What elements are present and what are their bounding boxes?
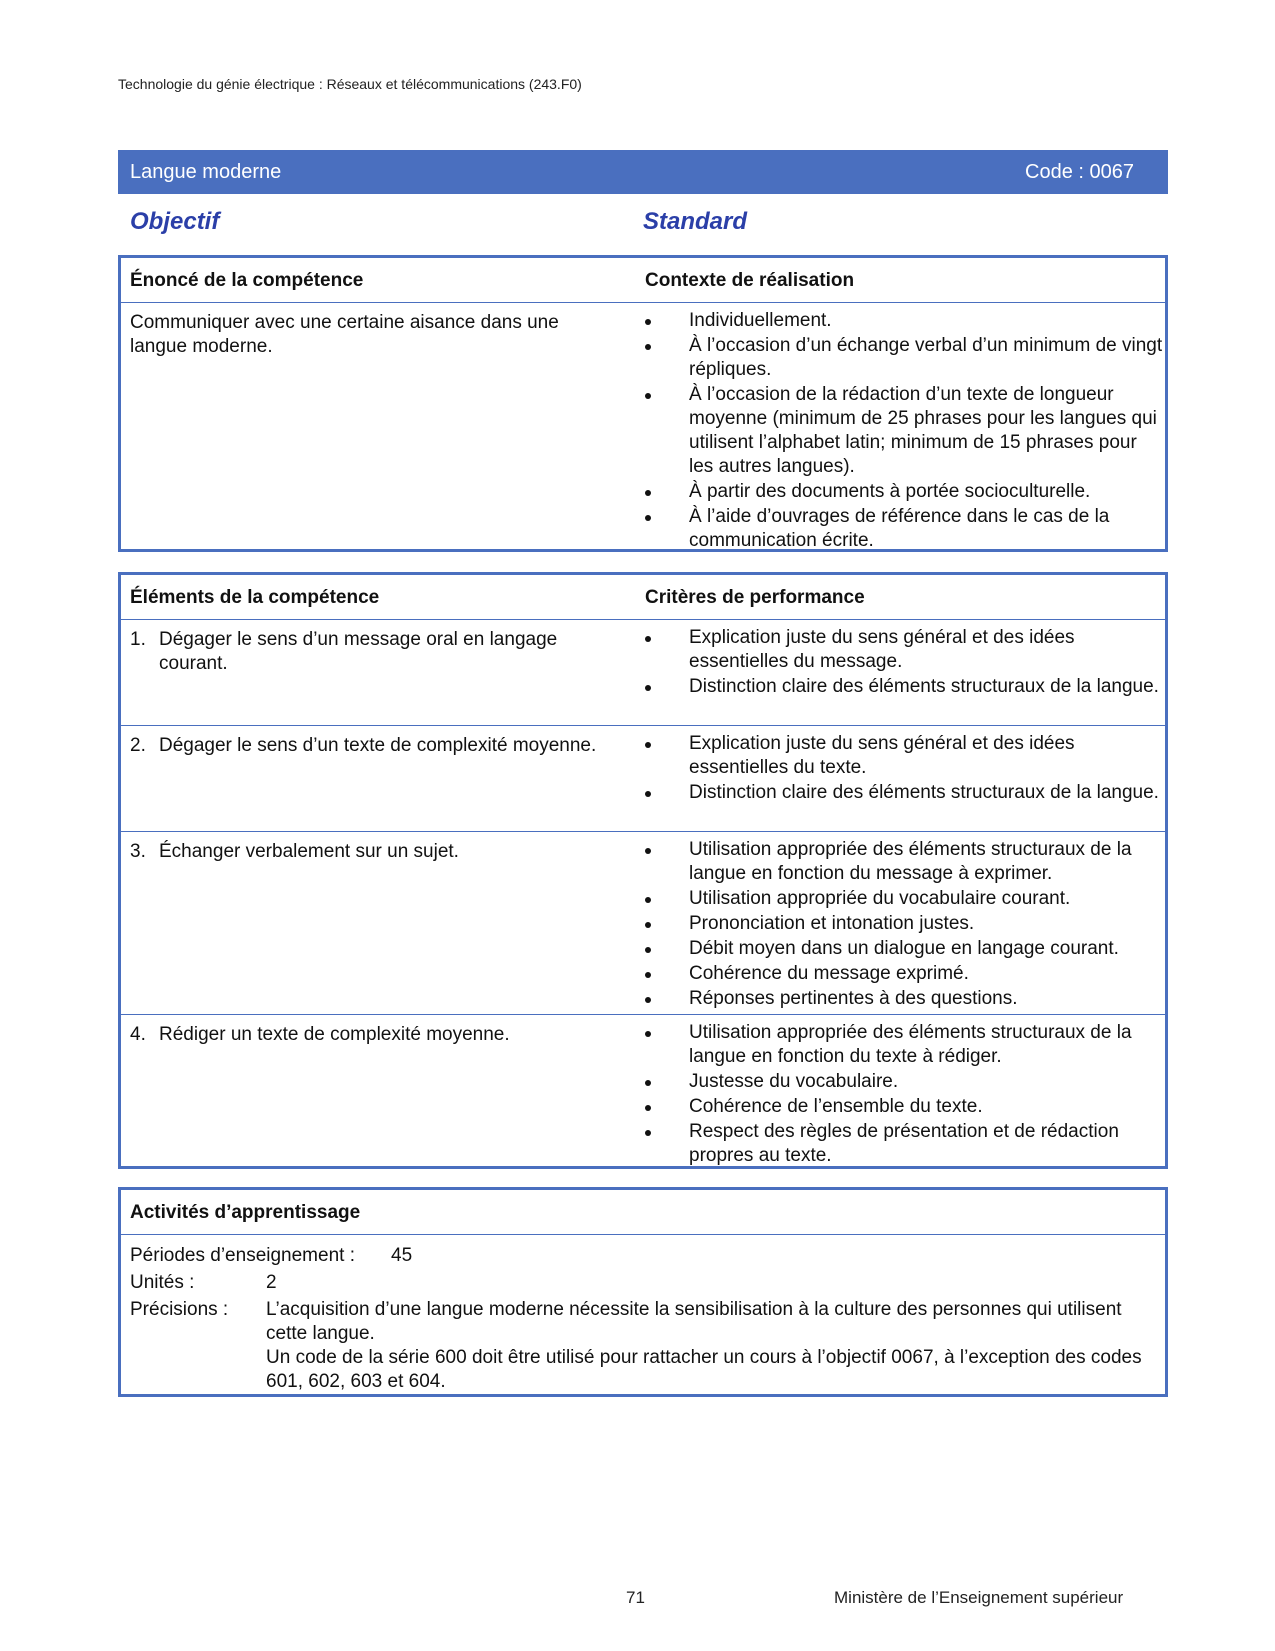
competence-statement: Communiquer avec une certaine aisance dans une langue moderne. xyxy=(130,312,559,357)
activities-header-row xyxy=(121,1190,1165,1235)
table-row xyxy=(121,726,1165,832)
bullet-icon xyxy=(645,515,651,521)
list-item: Utilisation appropriée du vocabulaire courant. xyxy=(645,887,1165,911)
bullet-icon xyxy=(645,319,651,325)
element-text: Dégager le sens d’un texte de complexité moyenne. xyxy=(159,735,597,756)
competency-title: Langue moderne xyxy=(130,160,282,183)
competence-row xyxy=(121,303,1165,551)
list-item: À l’occasion d’un échange verbal d’un minimum de vingt répliques. xyxy=(645,334,1165,382)
bullet-icon xyxy=(645,848,651,854)
context-header: Contexte de réalisation xyxy=(645,270,855,291)
list-item: Respect des règles de présentation et de rédaction propres au texte. xyxy=(645,1120,1165,1168)
element-number: 2. xyxy=(130,735,146,756)
element-text: Rédiger un texte de complexité moyenne. xyxy=(159,1024,510,1045)
program-title: Technologie du génie électrique : Réseaux et télécommunications (243.F0) xyxy=(118,76,582,92)
list-item: Individuellement. xyxy=(645,309,1165,333)
bullet-icon xyxy=(645,922,651,928)
criteria-header: Critères de performance xyxy=(645,587,865,608)
list-item: Explication juste du sens général et des idées essentielles du texte. xyxy=(645,732,1165,780)
list-item: Distinction claire des éléments structuraux de la langue. xyxy=(645,781,1165,805)
element-number: 4. xyxy=(130,1024,146,1045)
bullet-icon xyxy=(645,972,651,978)
element-number: 3. xyxy=(130,841,146,862)
list-item: Explication juste du sens général et des idées essentielles du message. xyxy=(645,626,1165,674)
list-item: À partir des documents à portée socioculturelle. xyxy=(645,480,1165,504)
bullet-icon xyxy=(645,1130,651,1136)
criteria-list xyxy=(645,732,1165,805)
context-list xyxy=(645,309,1165,553)
bullet-icon xyxy=(645,1080,651,1086)
competency-code: Code : 0067 xyxy=(1025,160,1134,183)
table-row xyxy=(121,620,1165,726)
list-item: Cohérence de l’ensemble du texte. xyxy=(645,1095,1165,1119)
list-item: Cohérence du message exprimé. xyxy=(645,962,1165,986)
elements-header-row xyxy=(121,575,1165,620)
list-item: Débit moyen dans un dialogue en langage courant. xyxy=(645,937,1165,961)
list-item: Utilisation appropriée des éléments structuraux de la langue en fonction du texte à rédiger. xyxy=(645,1021,1165,1069)
element-text: Échanger verbalement sur un sujet. xyxy=(159,841,459,862)
bullet-icon xyxy=(645,393,651,399)
bullet-icon xyxy=(645,897,651,903)
criteria-list xyxy=(645,838,1165,1011)
page-number: 71 xyxy=(626,1588,645,1607)
activities-box xyxy=(118,1187,1168,1397)
statement-header: Énoncé de la compétence xyxy=(130,270,364,291)
bullet-icon xyxy=(645,1031,651,1037)
competence-header-row xyxy=(121,258,1165,303)
competence-box xyxy=(118,255,1168,552)
bullet-icon xyxy=(645,791,651,797)
ministry-name: Ministère de l’Enseignement supérieur xyxy=(834,1588,1124,1607)
precision-2: Un code de la série 600 doit être utilisé pour rattacher un cours à l’objectif 0067, à l’exception des codes 601, 602, 603 et 604. xyxy=(266,1347,1142,1392)
competency-band xyxy=(118,150,1168,194)
criteria-list xyxy=(645,626,1165,699)
list-item: À l’occasion de la rédaction d’un texte de longueur moyenne (minimum de 25 phrases pour les langues qui utilisent l’alphabet latin; minimum de 15 phrases pour les autres langues). xyxy=(645,383,1165,479)
precisions-label: Précisions : xyxy=(130,1299,229,1320)
bullet-icon xyxy=(645,685,651,691)
list-item: Distinction claire des éléments structuraux de la langue. xyxy=(645,675,1165,699)
list-item: Réponses pertinentes à des questions. xyxy=(645,987,1165,1011)
bullet-icon xyxy=(645,742,651,748)
bullet-icon xyxy=(645,490,651,496)
objective-heading: Objectif xyxy=(130,208,220,235)
standard-heading: Standard xyxy=(643,208,748,235)
bullet-icon xyxy=(645,997,651,1003)
list-item: Prononciation et intonation justes. xyxy=(645,912,1165,936)
element-text: Dégager le sens d’un message oral en langage courant. xyxy=(159,629,558,674)
table-row xyxy=(121,1015,1165,1167)
bullet-icon xyxy=(645,636,651,642)
list-item: Justesse du vocabulaire. xyxy=(645,1070,1165,1094)
elements-header: Éléments de la compétence xyxy=(130,587,380,608)
list-item: À l’aide d’ouvrages de référence dans le cas de la communication écrite. xyxy=(645,505,1165,553)
periods-value: 45 xyxy=(391,1245,413,1266)
bullet-icon xyxy=(645,344,651,350)
units-value: 2 xyxy=(266,1272,277,1293)
criteria-list xyxy=(645,1021,1165,1168)
element-number: 1. xyxy=(130,629,146,650)
bullet-icon xyxy=(645,1105,651,1111)
precision-1: L’acquisition d’une langue moderne nécessite la sensibilisation à la culture des personnes qui utilisent cette langue. xyxy=(266,1299,1122,1344)
periods-label: Périodes d’enseignement : xyxy=(130,1245,355,1266)
table-row xyxy=(121,832,1165,1015)
bullet-icon xyxy=(645,947,651,953)
units-label: Unités : xyxy=(130,1272,195,1293)
activities-header: Activités d’apprentissage xyxy=(130,1202,361,1223)
list-item: Utilisation appropriée des éléments structuraux de la langue en fonction du message à exprimer. xyxy=(645,838,1165,886)
elements-box xyxy=(118,572,1168,1169)
